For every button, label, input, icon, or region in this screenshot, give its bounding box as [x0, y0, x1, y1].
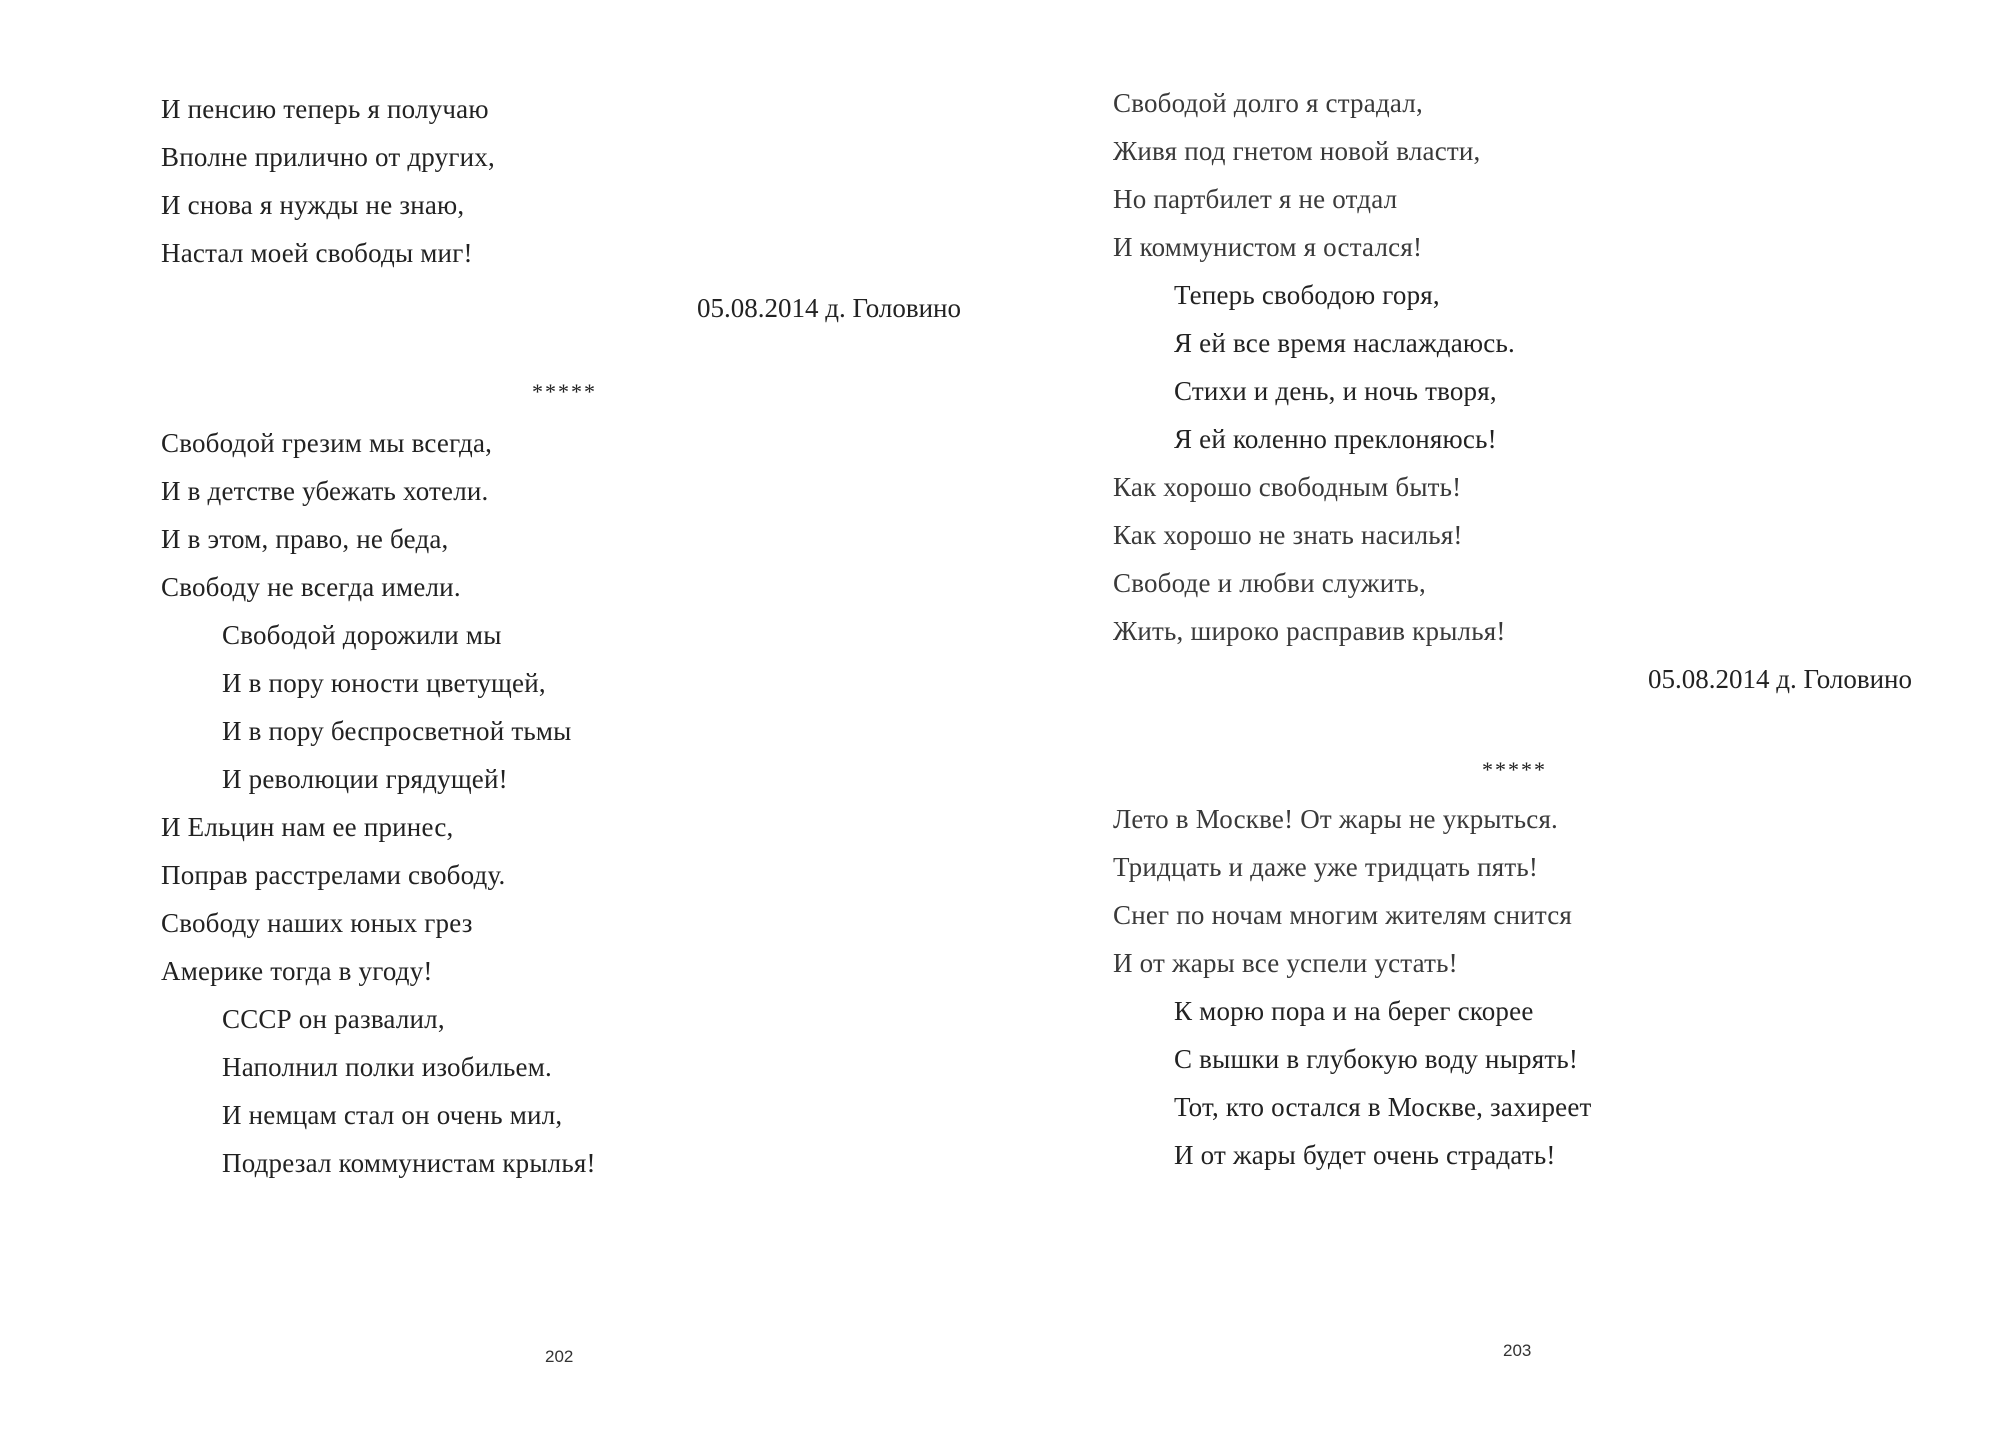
poem-line: Я ей все время наслаждаюсь. [1174, 328, 1515, 358]
poem-line: Вполне прилично от других, [161, 142, 495, 172]
poem-line: К морю пора и на берег скорее [1174, 996, 1534, 1026]
poem-line: Как хорошо не знать насилья! [1113, 520, 1463, 550]
poem-line: Подрезал коммунистам крылья! [222, 1148, 596, 1178]
poem-line: Тридцать и даже уже тридцать пять! [1113, 852, 1539, 882]
poem-line: СССР он развалил, [222, 1004, 445, 1034]
poem-line: Свободой дорожили мы [222, 620, 502, 650]
poem-separator: ***** [1482, 757, 1547, 782]
poem-line: Свободой грезим мы всегда, [161, 428, 493, 458]
poem-line: Свободу не всегда имели. [161, 572, 461, 602]
poem-line: И в пору беспросветной тьмы [222, 716, 572, 746]
poem-line: Жить, широко расправив крылья! [1113, 616, 1506, 646]
poem-line: И пенсию теперь я получаю [161, 94, 489, 124]
poem-line: Америке тогда в угоду! [161, 956, 433, 986]
poem-line: Свободе и любви служить, [1113, 568, 1426, 598]
poem-line: Наполнил полки изобильем. [222, 1052, 552, 1082]
poem-line: И снова я нужды не знаю, [161, 190, 465, 220]
poem-line: Снег по ночам многим жителям снится [1113, 900, 1573, 930]
poem-line: Настал моей свободы миг! [161, 238, 473, 268]
poem-line: И в пору юности цветущей, [222, 668, 546, 698]
poem-line: И в детстве убежать хотели. [161, 476, 489, 506]
poem-line: Но партбилет я не отдал [1113, 184, 1398, 214]
page-number: 203 [1503, 1341, 1532, 1360]
poem-line: Тот, кто остался в Москве, захиреет [1174, 1092, 1592, 1122]
poem-separator: ***** [532, 379, 597, 404]
poem-date: 05.08.2014 д. Головино [1648, 664, 1912, 694]
poem-line: Я ей коленно преклоняюсь! [1174, 424, 1497, 454]
poem-line: И немцам стал он очень мил, [222, 1100, 563, 1130]
poem-line: Лето в Москве! От жары не укрыться. [1113, 804, 1559, 834]
poem-line: И Ельцин нам ее принес, [161, 812, 454, 842]
poem-line: Теперь свободою горя, [1174, 280, 1440, 310]
poem-line: Свободой долго я страдал, [1113, 88, 1423, 118]
poem-line: Поправ расстрелами свободу. [161, 860, 506, 890]
poem-line: Свободу наших юных грез [161, 908, 473, 938]
poem-line: Стихи и день, и ночь творя, [1174, 376, 1497, 406]
poem-line: И от жары будет очень страдать! [1174, 1140, 1556, 1170]
poem-line: И от жары все успели устать! [1113, 948, 1458, 978]
poem-line: Живя под гнетом новой власти, [1113, 136, 1481, 166]
poem-line: И революции грядущей! [222, 764, 508, 794]
right-page [1000, 0, 2000, 1441]
poem-date: 05.08.2014 д. Головино [697, 293, 961, 323]
poem-line: И коммунистом я остался! [1113, 232, 1423, 262]
poem-line: И в этом, право, не беда, [161, 524, 449, 554]
poem-line: Как хорошо свободным быть! [1113, 472, 1462, 502]
poem-line: С вышки в глубокую воду нырять! [1174, 1044, 1579, 1074]
page-number: 202 [545, 1347, 574, 1366]
